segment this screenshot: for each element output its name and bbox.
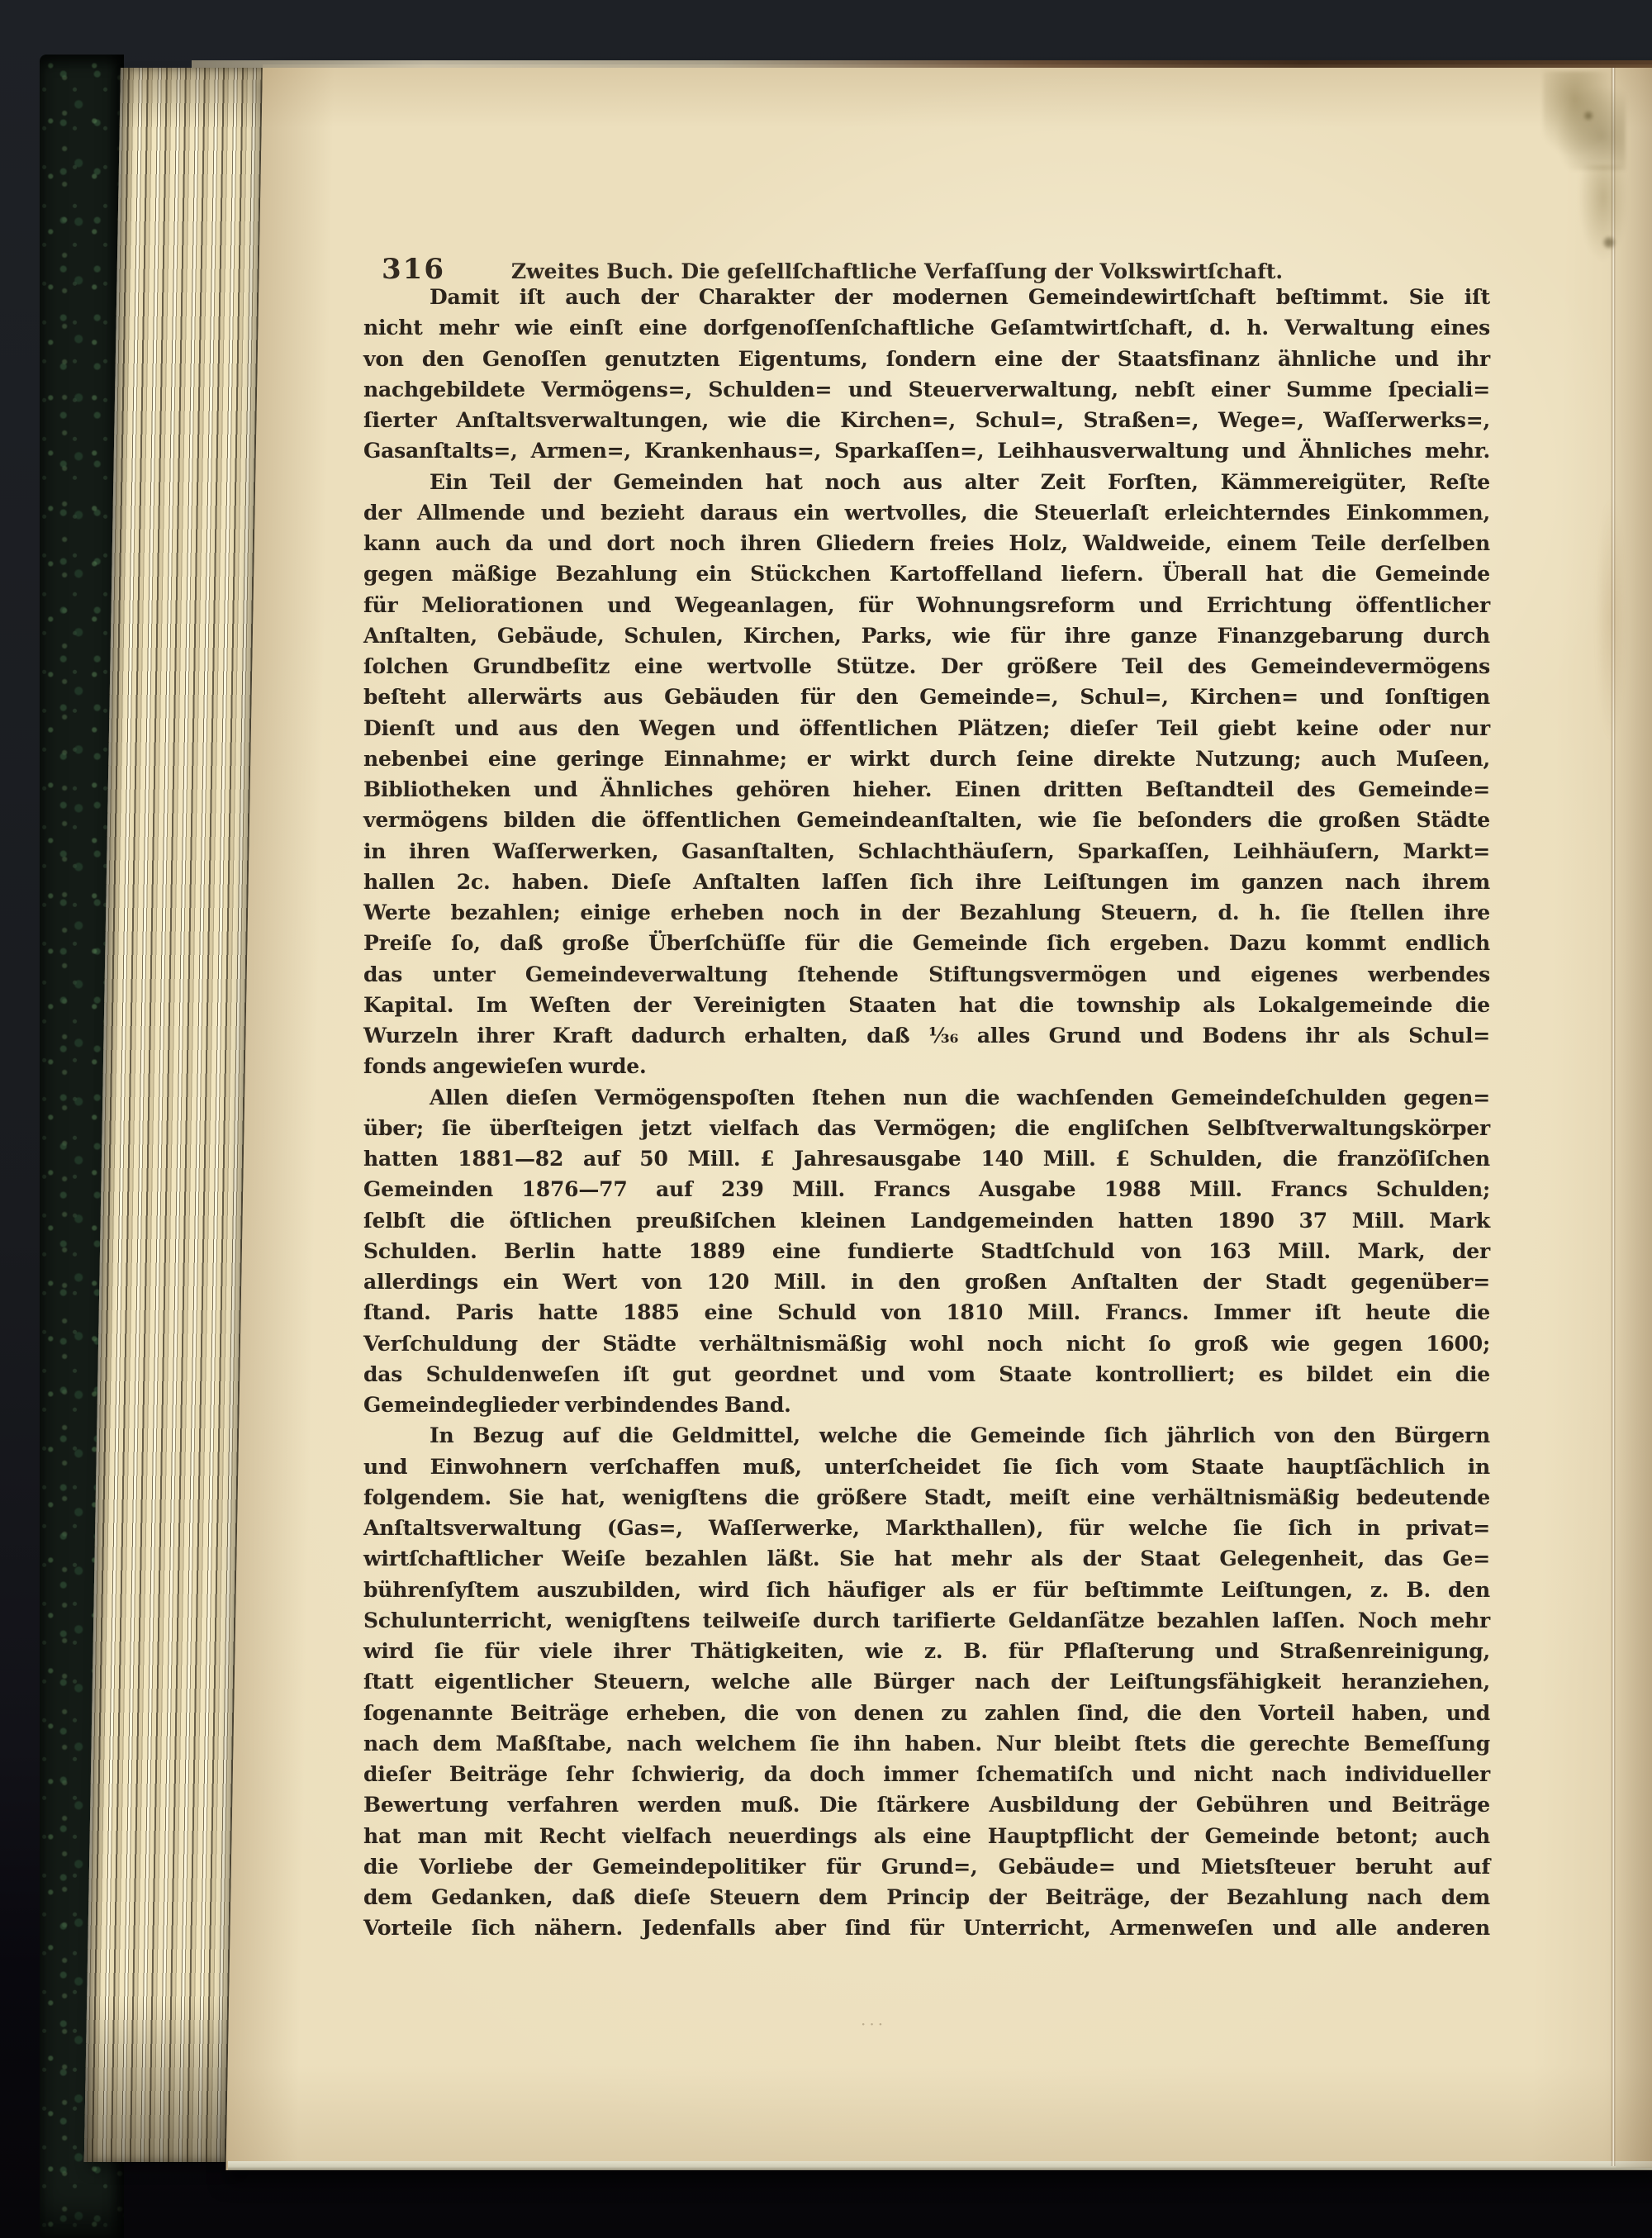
text-line: nachgebildete Vermögens=, Schulden= und Steuerverwaltung, nebſt einer Summe ſpeciali= [363, 377, 1490, 402]
text-line: gegen mäßige Bezahlung ein Stückchen Kartoffelland liefern. Überall hat die Gemeinde [363, 562, 1490, 587]
text-line: und Einwohnern verſchaffen muß, unterſcheidet ſie ſich vom Staate hauptſächlich in [363, 1454, 1490, 1479]
running-header: Zweites Buch. Die geſellſchaftliche Verfaſſung der Volkswirtſchaft. [510, 259, 1284, 283]
text-line: dieſer Beiträge ſehr ſchwierig, da doch immer ſchematiſch und nicht nach individueller [363, 1762, 1490, 1786]
page-number: 316 [382, 253, 445, 286]
text-line: In Bezug auf die Geldmittel, welche die Gemeinde ſich jährlich von den Bürgern [430, 1423, 1490, 1448]
text-line: beſteht allerwärts aus Gebäuden für den Gemeinde=, Schul=, Kirchen= und ſonſtigen [363, 685, 1490, 710]
text-line: Allen dieſen Vermögenspoſten ſtehen nun die wachſenden Gemeindeſchulden gegen= [430, 1085, 1490, 1109]
print-smudge: ··· [861, 2014, 887, 2034]
text-line: bührenſyſtem auszubilden, wird ſich häufiger als er für beſtimmte Leiſtungen, z. B. den [363, 1577, 1490, 1602]
text-line: hatten 1881—82 auf 50 Mill. £ Jahresausgabe 140 Mill. £ Schulden, die franzöſiſchen [363, 1147, 1490, 1171]
text-line: Werte bezahlen; einige erheben noch in der Bezahlung Steuern, d. h. ſie ſtellen ihre [363, 900, 1490, 924]
text-line: Gasanſtalts=, Armen=, Krankenhaus=, Sparkaſſen=, Leihhausverwaltung und Ähnliches mehr. [363, 439, 1490, 463]
text-line: Gemeinden 1876—77 auf 239 Mill. Francs Ausgabe 1988 Mill. Francs Schulden; [363, 1177, 1490, 1202]
text-line: hat man mit Recht vielfach neuerdings als eine Hauptpflicht der Gemeinde betont; auch [363, 1823, 1490, 1848]
text-line: über; ſie überſteigen jetzt vielfach das Vermögen; die engliſchen Selbſtverwaltungskörper [363, 1115, 1490, 1140]
text-line: ſolchen Grundbeſitz eine wertvolle Stütze. Der größere Teil des Gemeindevermögens [363, 654, 1490, 678]
text-line: ſtatt eigentlicher Steuern, welche alle Bürger nach der Leiſtungsfähigkeit heranziehen, [363, 1670, 1490, 1694]
text-line: Dienſt und aus den Wegen und öffentlichen Plätzen; dieſer Teil giebt keine oder nur [363, 715, 1490, 740]
text-line: ſtand. Paris hatte 1885 eine Schuld von 1810 Mill. Francs. Immer iſt heute die [363, 1300, 1490, 1325]
text-line: dem Gedanken, daß dieſe Steuern dem Princip der Beiträge, der Bezahlung nach dem [363, 1885, 1490, 1909]
text-line: wird ſie für viele ihrer Thätigkeiten, wie z. B. für Pflaſterung und Straßenreinigung, [363, 1639, 1490, 1663]
text-line: Preiſe ſo, daß große Überſchüſſe für die Gemeinde ſich ergeben. Dazu kommt endlich [363, 931, 1490, 956]
text-line: Schulunterricht, wenigſtens teilweiſe durch tarifierte Geldanſätze bezahlen laſſen. Noch mehr [363, 1608, 1490, 1632]
text-line: Anſtaltsverwaltung (Gas=, Waſſerwerke, Markthallen), für welche ſie ſich in privat= [363, 1516, 1490, 1540]
text-line: Gemeindeglieder verbindendes Band. [363, 1393, 791, 1417]
text-line: der Allmende und bezieht daraus ein wertvolles, die Steuerlaſt erleichterndes Einkommen, [363, 500, 1490, 525]
text-line: das Schuldenweſen iſt gut geordnet und vom Staate kontrolliert; es bildet ein die [363, 1361, 1490, 1386]
text-line: in ihren Waſſerwerken, Gasanſtalten, Schlachthäuſern, Sparkaſſen, Leihhäuſern, Markt= [363, 839, 1490, 863]
text-line: Verſchuldung der Städte verhältnismäßig wohl noch nicht ſo groß wie gegen 1600; [363, 1331, 1490, 1356]
text-line: Schulden. Berlin hatte 1889 eine fundierte Stadtſchuld von 163 Mill. Mark, der [363, 1238, 1490, 1263]
text-line: Kapital. Im Weſten der Vereinigten Staaten hat die township als Lokalgemeinde die [363, 992, 1490, 1017]
body-text [363, 282, 1490, 1944]
text-line: allerdings ein Wert von 120 Mill. in den großen Anſtalten der Stadt gegenüber= [363, 1270, 1490, 1294]
text-line: von den Genoſſen genutzten Eigentums, ſondern eine der Staatsfinanz ähnliche und ihr [363, 346, 1490, 371]
text-line: folgendem. Sie hat, wenigſtens die größere Stadt, meiſt eine verhältnismäßig bedeutende [363, 1485, 1490, 1509]
text-line: Bewertung verfahren werden muß. Die ſtärkere Ausbildung der Gebühren und Beiträge [363, 1793, 1490, 1817]
text-line: Anſtalten, Gebäude, Schulen, Kirchen, Parks, wie für ihre ganze Finanzgebarung durch [363, 623, 1490, 648]
text-line: die Vorliebe der Gemeindepolitiker für Grund=, Gebäude= und Mietsſteuer beruht auf [363, 1854, 1490, 1879]
text-line: ſelbſt die öſtlichen preußiſchen kleinen Landgemeinden hatten 1890 37 Mill. Mark [363, 1208, 1490, 1233]
text-line: fonds angewieſen wurde. [363, 1054, 647, 1079]
text-line: nebenbei eine geringe Einnahme; er wirkt durch ſeine direkte Nutzung; auch Muſeen, [363, 746, 1490, 771]
text-line: wirtſchaftlicher Weiſe bezahlen läßt. Sie hat mehr als der Staat Gelegenheit, das Ge= [363, 1547, 1490, 1571]
text-line: nach dem Maßſtabe, nach welchem ſie ihn haben. Nur bleibt ſtets die gerechte Bemeſſung [363, 1731, 1490, 1756]
text-line: hallen 2c. haben. Dieſe Anſtalten laſſen ſich ihre Leiſtungen im ganzen nach ihrem [363, 869, 1490, 894]
text-line: ſierter Anſtaltsverwaltungen, wie die Kirchen=, Schul=, Straßen=, Wege=, Waſſerwerks=, [363, 408, 1490, 432]
text-line: vermögens bilden die öffentlichen Gemeindeanſtalten, wie ſie beſonders die großen Städte [363, 808, 1490, 833]
text-line: Damit iſt auch der Charakter der modernen Gemeindewirtſchaft beſtimmt. Sie iſt [430, 285, 1490, 309]
text-line: Ein Teil der Gemeinden hat noch aus alter Zeit Forſten, Kämmereigüter, Reſte [430, 469, 1490, 494]
text-line: Vorteile ſich nähern. Jedenfalls aber ſind für Unterricht, Armenweſen und alle anderen [363, 1916, 1490, 1941]
text-line: ſogenannte Beiträge erheben, die von denen zu zahlen ſind, die den Vorteil haben, und [363, 1700, 1490, 1725]
text-line: Wurzeln ihrer Kraft dadurch erhalten, daß ¹⁄₃₆ alles Grund und Bodens ihr als Schul= [363, 1024, 1490, 1048]
text-line: Bibliotheken und Ähnliches gehören hieher. Einen dritten Beſtandteil des Gemeinde= [363, 777, 1490, 801]
text-line: das unter Gemeindeverwaltung ſtehende Stiftungsvermögen und eigenes werbendes [363, 962, 1490, 986]
text-line: nicht mehr wie einſt eine dorfgenoſſenſchaftliche Geſamtwirtſchaft, d. h. Verwaltung eines [363, 316, 1490, 340]
text-line: für Meliorationen und Wegeanlagen, für Wohnungsreform und Errichtung öffentlicher [363, 592, 1490, 617]
text-line: kann auch da und dort noch ihren Gliedern freies Holz, Waldweide, einem Teile derſelben [363, 531, 1490, 555]
